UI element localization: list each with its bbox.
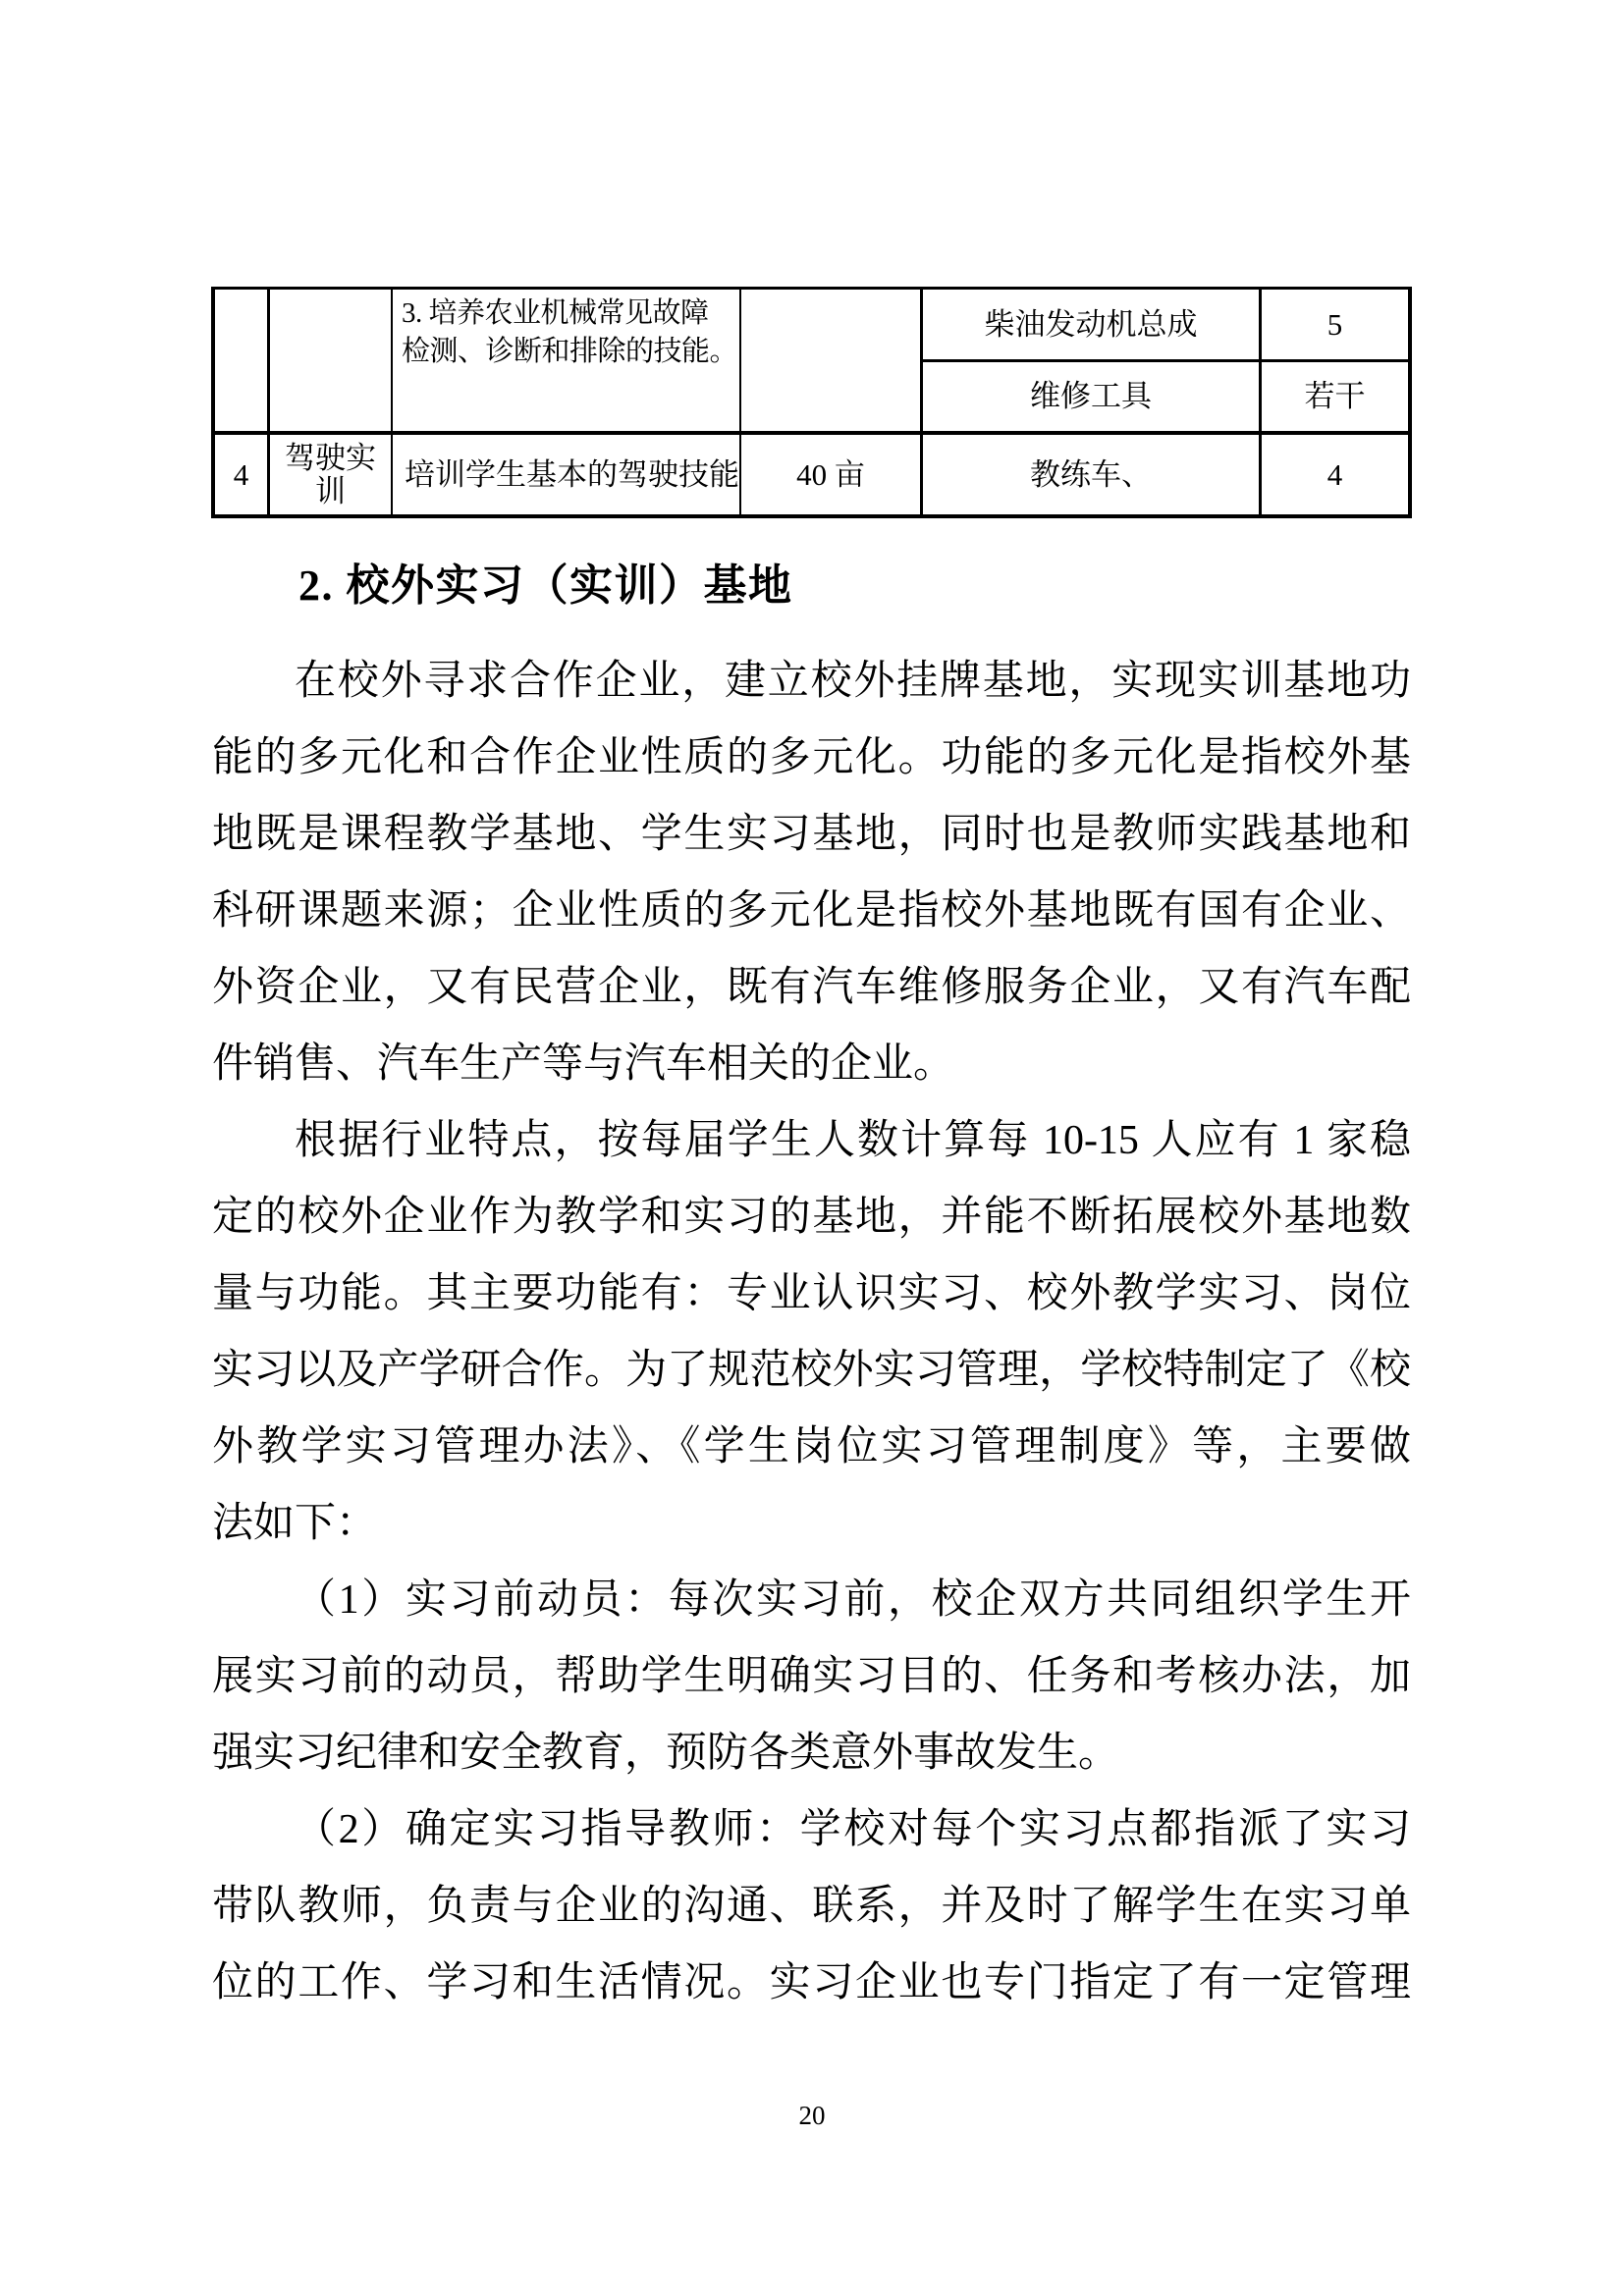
cell-equipment-qty: 4 xyxy=(1326,456,1343,492)
paragraph xyxy=(212,643,1411,1102)
text-line: 根据行业特点，按每届学生人数计算每 10-15 人应有 1 家稳 xyxy=(295,1118,1411,1163)
text-line: 强实习纪律和安全教育，预防各类意外事故发生。 xyxy=(212,1731,1120,1776)
text-line: （1）实习前动员：每次实习前，校企双方共同组织学生开 xyxy=(295,1577,1411,1623)
text-line: 件销售、汽车生产等与汽车相关的企业。 xyxy=(212,1041,955,1087)
cell-equipment-name: 维修工具 xyxy=(1030,379,1152,414)
cell-skill-description xyxy=(393,290,737,431)
text-line: 定的校外企业作为教学和实习的基地，并能不断拓展校外基地数 xyxy=(212,1195,1411,1240)
section-heading: 2. 校外实习（实训）基地 xyxy=(298,561,793,610)
skill-line: 3. 培养农业机械常见故障 xyxy=(402,297,709,329)
text-line: （2）确定实习指导教师：学校对每个实习点都指派了实习 xyxy=(295,1807,1411,1852)
text-line: 地既是课程教学基地、学生实习基地，同时也是教师实践基地和 xyxy=(212,812,1411,857)
paragraph xyxy=(212,1102,1411,1562)
text-line: 位的工作、学习和生活情况。实习企业也专门指定了有一定管理 xyxy=(212,1960,1411,2005)
text-line: 实习以及产学研合作。为了规范校外实习管理，学校特制定了《校 xyxy=(212,1348,1411,1393)
cell-equipment-name: 柴油发动机总成 xyxy=(984,306,1198,342)
text-line: 法如下： xyxy=(212,1501,378,1546)
text-column xyxy=(212,548,1411,2021)
text-line: 科研课题来源；企业性质的多元化是指校外基地既有国有企业、 xyxy=(212,888,1411,934)
cell-equipment-name: 教练车、 xyxy=(1030,456,1152,492)
cell-base-name: 驾驶实训 xyxy=(285,440,376,508)
text-line: 带队教师，负责与企业的沟通、联系，并及时了解学生在实习单 xyxy=(212,1884,1411,1929)
cell-row-number: 4 xyxy=(233,456,249,492)
cell-base-area: 40 亩 xyxy=(796,456,865,492)
cell-equipment-qty: 5 xyxy=(1326,306,1343,342)
paragraph xyxy=(212,1562,1411,1791)
paragraph xyxy=(212,1791,1411,2021)
text-line: 展实习前的动员，帮助学生明确实习目的、任务和考核办法，加 xyxy=(212,1654,1411,1699)
text-line: 能的多元化和合作企业性质的多元化。功能的多元化是指校外基 xyxy=(212,735,1411,780)
table-border-right xyxy=(1408,287,1412,518)
text-line: 外资企业，又有民营企业，既有汽车维修服务企业，又有汽车配 xyxy=(212,965,1411,1010)
text-line: 在校外寻求合作企业，建立校外挂牌基地，实现实训基地功 xyxy=(295,659,1411,704)
text-line: 外教学实习管理办法》、《学生岗位实习管理制度》等，主要做 xyxy=(212,1424,1411,1469)
skill-line: 检测、诊断和排除的技能。 xyxy=(402,336,738,367)
cell-equipment-qty: 若干 xyxy=(1304,379,1366,414)
page-number: 20 xyxy=(798,2101,826,2130)
text-line: 量与功能。其主要功能有：专业认识实习、校外教学实习、岗位 xyxy=(212,1271,1411,1316)
body-paragraphs xyxy=(212,643,1411,2021)
cell-base-function: 培训学生基本的驾驶技能 xyxy=(405,456,739,492)
training-base-table xyxy=(211,287,1412,518)
